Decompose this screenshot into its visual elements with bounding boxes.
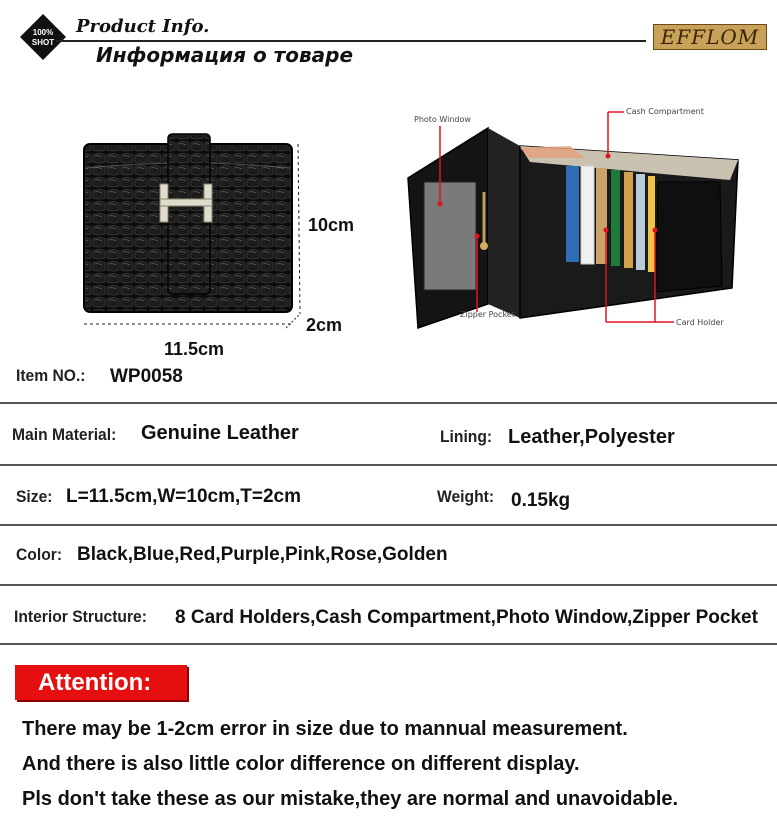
color-value: Black,Blue,Red,Purple,Pink,Rose,Golden: [77, 544, 448, 565]
brand-logo: EFFLOM: [653, 24, 767, 50]
callout-cash-compartment: Cash Compartment: [626, 107, 704, 116]
material-value: Genuine Leather: [141, 422, 299, 444]
width-dimension-label: 11.5cm: [164, 339, 225, 359]
weight-value: 0.15kg: [511, 490, 571, 511]
notice-line: And there is also little color difference on different display.: [22, 753, 580, 775]
page-subtitle: Информация о товаре: [96, 43, 354, 67]
lining-label: Lining:: [440, 427, 493, 446]
item-number-label: Item NO.:: [16, 366, 86, 385]
size-label: Size:: [16, 487, 53, 506]
material-label: Main Material:: [12, 425, 117, 444]
notice-line: There may be 1-2cm error in size due to mannual measurement.: [22, 718, 628, 740]
wallet-interior-image: [380, 96, 760, 341]
color-label: Color:: [16, 545, 63, 564]
divider: [0, 402, 777, 404]
divider: [0, 524, 777, 526]
page-title: Product Info.: [76, 16, 210, 37]
height-dimension-label: 10cm: [308, 215, 355, 235]
divider: [0, 464, 777, 466]
item-number-value: WP0058: [110, 366, 183, 387]
callout-photo-window: Photo Window: [414, 115, 471, 124]
callout-card-holder: Card Holder: [676, 318, 724, 327]
size-value: L=11.5cm,W=10cm,T=2cm: [66, 486, 302, 507]
lining-value: Leather,Polyester: [508, 426, 675, 448]
interior-structure-label: Interior Structure:: [14, 607, 147, 626]
divider: [0, 584, 777, 586]
authentic-shot-badge: [18, 12, 68, 62]
header-rule: [56, 40, 646, 42]
wallet-front-image: [78, 128, 308, 343]
weight-label: Weight:: [437, 487, 495, 506]
attention-heading: Attention:: [38, 669, 152, 696]
notice-line: Pls don't take these as our mistake,they are normal and unavoidable.: [22, 788, 679, 810]
callout-zipper-pocket: Zipper Pocket: [460, 310, 515, 319]
thickness-dimension-label: 2cm: [306, 315, 343, 335]
divider: [0, 643, 777, 645]
interior-structure-value: 8 Card Holders,Cash Compartment,Photo Window,Zipper Pocket: [175, 607, 758, 628]
svg-text:SHOT: SHOT: [31, 38, 55, 47]
svg-text:100%: 100%: [32, 28, 54, 37]
